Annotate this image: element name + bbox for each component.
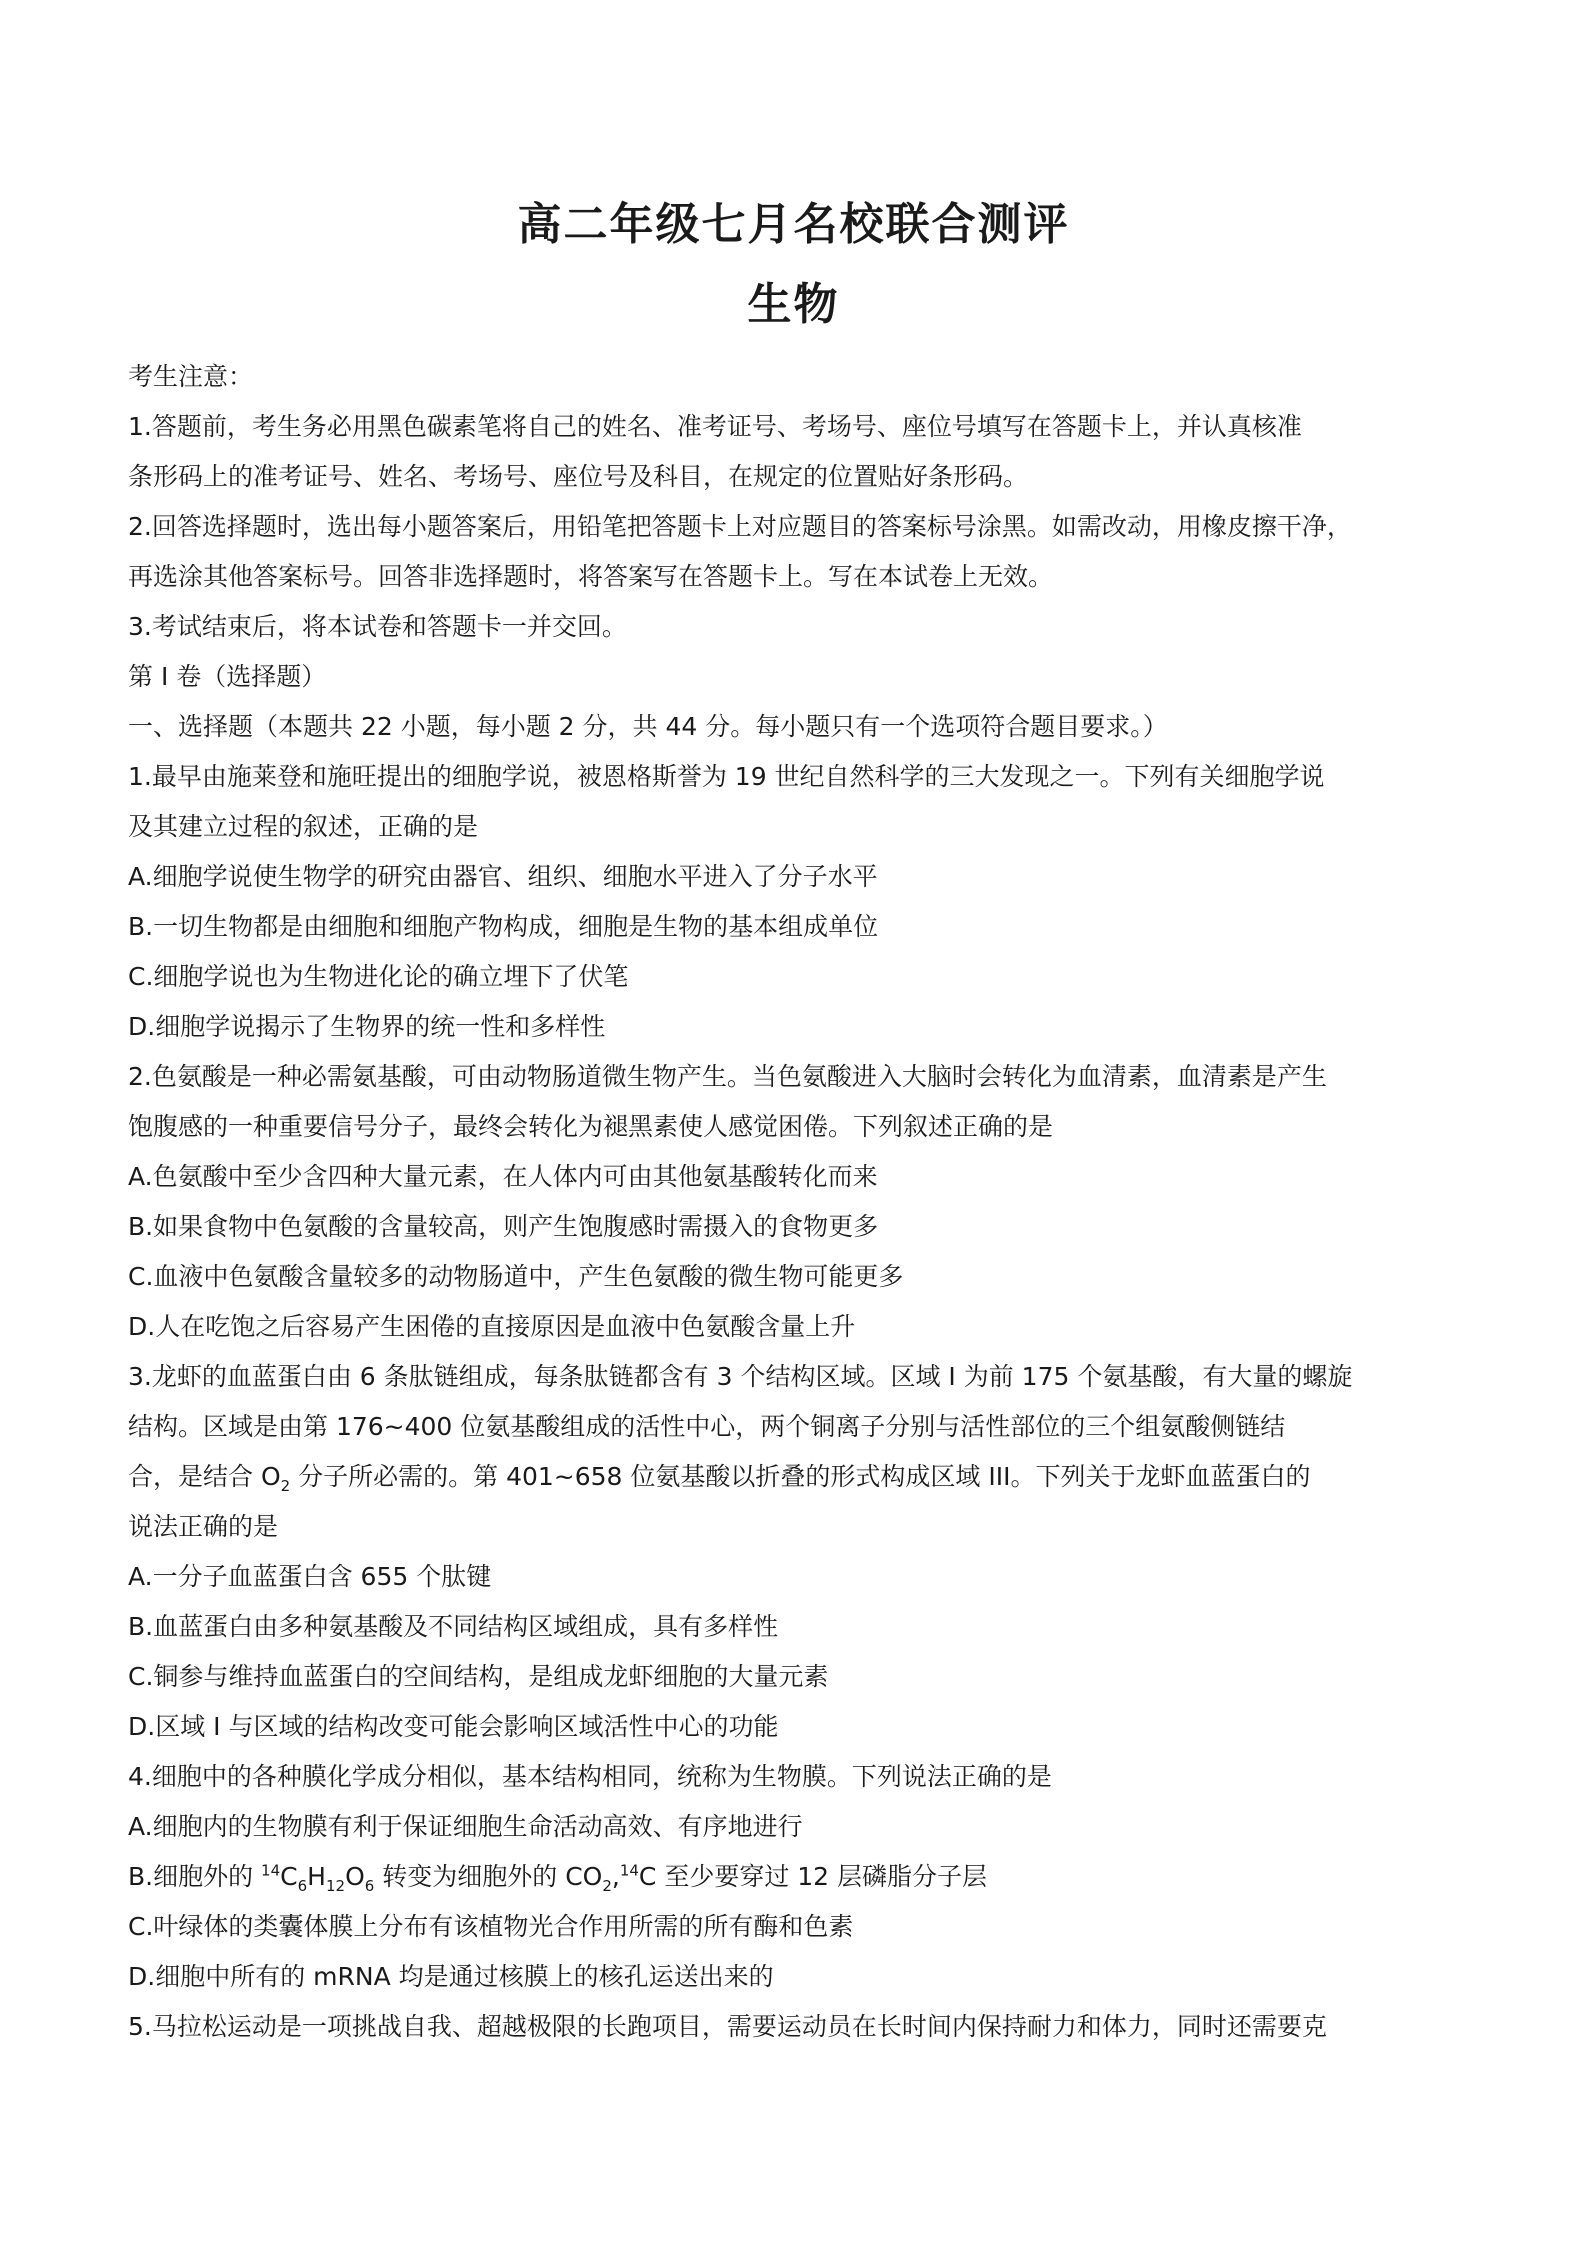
q4-b-text-5: 转变为细胞外的 CO: [374, 1862, 603, 1891]
q4-stem: 4.细胞中的各种膜化学成分相似，基本结构相同，统称为生物膜。下列说法正确的是: [128, 1762, 1052, 1791]
q3-stem-line-2: 结构。区域是由第 176~400 位氨基酸组成的活性中心，两个铜离子分别与活性部位的三个组氨酸侧链结: [128, 1412, 1286, 1441]
q2-stem-line-1: 2.色氨酸是一种必需氨基酸，可由动物肠道微生物产生。当色氨酸进入大脑时会转化为血清素，血清素是产生: [128, 1062, 1327, 1091]
q4-option-d: D.细胞中所有的 mRNA 均是通过核膜上的核孔运送出来的: [128, 1962, 774, 1991]
q4-b-text-2: C: [280, 1862, 298, 1891]
q5-stem-line-1: 5.马拉松运动是一项挑战自我、超越极限的长跑项目，需要运动员在长时间内保持耐力和体力，同时还需要克: [128, 2012, 1327, 2041]
q4-b-sub-4: 2: [602, 1877, 612, 1895]
q2-option-d: D.人在吃饱之后容易产生困倦的直接原因是血液中色氨酸含量上升: [128, 1312, 856, 1341]
q2-stem-line-2: 饱腹感的一种重要信号分子，最终会转化为褪黑素使人感觉困倦。下列叙述正确的是: [128, 1112, 1054, 1141]
q3-option-c: C.铜参与维持血蓝蛋白的空间结构，是组成龙虾细胞的大量元素: [128, 1662, 829, 1691]
q1-option-a: A.细胞学说使生物学的研究由器官、组织、细胞水平进入了分子水平: [128, 862, 878, 891]
q4-b-isotope-2: 14: [619, 1861, 639, 1880]
q4-b-text-6: ,: [611, 1862, 620, 1891]
notice-item-1-line-1: 1.答题前，考生务必用黑色碳素笔将自己的姓名、准考证号、考场号、座位号填写在答题卡上，并认真核准: [128, 412, 1302, 441]
q4-b-sub-3: 6: [364, 1877, 375, 1895]
q1-stem-line-1: 1.最早由施莱登和施旺提出的细胞学说，被恩格斯誉为 19 世纪自然科学的三大发现之一。下列有关细胞学说: [128, 762, 1325, 791]
q1-option-b: B.一切生物都是由细胞和细胞产物构成，细胞是生物的基本组成单位: [128, 912, 879, 941]
notice-item-1-line-2: 条形码上的准考证号、姓名、考场号、座位号及科目，在规定的位置贴好条形码。: [128, 462, 1029, 491]
q4-option-b: [128, 1852, 1468, 1902]
notice-heading: 考生注意：: [128, 362, 254, 391]
q4-b-text-4: O: [345, 1862, 365, 1891]
section-instructions: 一、选择题（本题共 22 小题，每小题 2 分，共 44 分。每小题只有一个选项符合题目要求。）: [128, 712, 1168, 741]
q4-option-a: A.细胞内的生物膜有利于保证细胞生命活动高效、有序地进行: [128, 1812, 803, 1841]
exam-title: 高二年级七月名校联合测评: [517, 199, 1070, 250]
q2-option-b: B.如果食物中色氨酸的含量较高，则产生饱腹感时需摄入的食物更多: [128, 1212, 879, 1241]
q4-b-text-3: H: [307, 1862, 326, 1891]
q3-stem-line-4: 说法正确的是: [128, 1512, 279, 1541]
q4-b-sub-1: 6: [297, 1877, 308, 1895]
notice-item-3: 3.考试结束后，将本试卷和答题卡一并交回。: [128, 612, 627, 641]
q3-stem-line-3-pre: 合，是结合 O: [128, 1462, 281, 1491]
q3-option-d: D.区域 I 与区域的结构改变可能会影响区域活性中心的功能: [128, 1712, 779, 1741]
q3-stem-line-3: [128, 1452, 1468, 1502]
q3-option-a: A.一分子血蓝蛋白含 655 个肽键: [128, 1562, 492, 1591]
q1-option-c: C.细胞学说也为生物进化论的确立埋下了伏笔: [128, 962, 629, 991]
q3-stem-line-1: 3.龙虾的血蓝蛋白由 6 条肽链组成，每条肽链都含有 3 个结构区域。区域 I 为前 175 个氨基酸，有大量的螺旋: [128, 1362, 1353, 1391]
q3-option-b: B.血蓝蛋白由多种氨基酸及不同结构区域组成，具有多样性: [128, 1612, 779, 1641]
q4-b-sub-2: 12: [325, 1877, 346, 1895]
q3-oxygen-subscript: 2: [280, 1477, 291, 1495]
q1-option-d: D.细胞学说揭示了生物界的统一性和多样性: [128, 1012, 606, 1041]
section-volume: 第 I 卷（选择题）: [128, 662, 327, 691]
q4-b-isotope-1: 14: [261, 1861, 281, 1880]
notice-item-2-line-2: 再选涂其他答案标号。回答非选择题时，将答案写在答题卡上。写在本试卷上无效。: [128, 562, 1054, 591]
q4-option-c: C.叶绿体的类囊体膜上分布有该植物光合作用所需的所有酶和色素: [128, 1912, 854, 1941]
notice-item-2-line-1: 2.回答选择题时，选出每小题答案后，用铅笔把答题卡上对应题目的答案标号涂黑。如需改动，用橡皮擦干净，: [128, 512, 1352, 541]
q4-b-text-1: B.细胞外的: [128, 1862, 262, 1891]
q2-option-a: A.色氨酸中至少含四种大量元素，在人体内可由其他氨基酸转化而来: [128, 1162, 878, 1191]
exam-content: [128, 352, 1468, 2052]
q2-option-c: C.血液中色氨酸含量较多的动物肠道中，产生色氨酸的微生物可能更多: [128, 1262, 904, 1291]
q3-stem-line-3-post: 分子所必需的。第 401~658 位氨基酸以折叠的形式构成区域 III。下列关于龙虾血蓝蛋白的: [290, 1462, 1311, 1491]
subject-title: 生物: [747, 279, 840, 330]
q1-stem-line-2: 及其建立过程的叙述，正确的是: [128, 812, 479, 841]
q4-b-text-7: C 至少要穿过 12 层磷脂分子层: [638, 1862, 988, 1891]
